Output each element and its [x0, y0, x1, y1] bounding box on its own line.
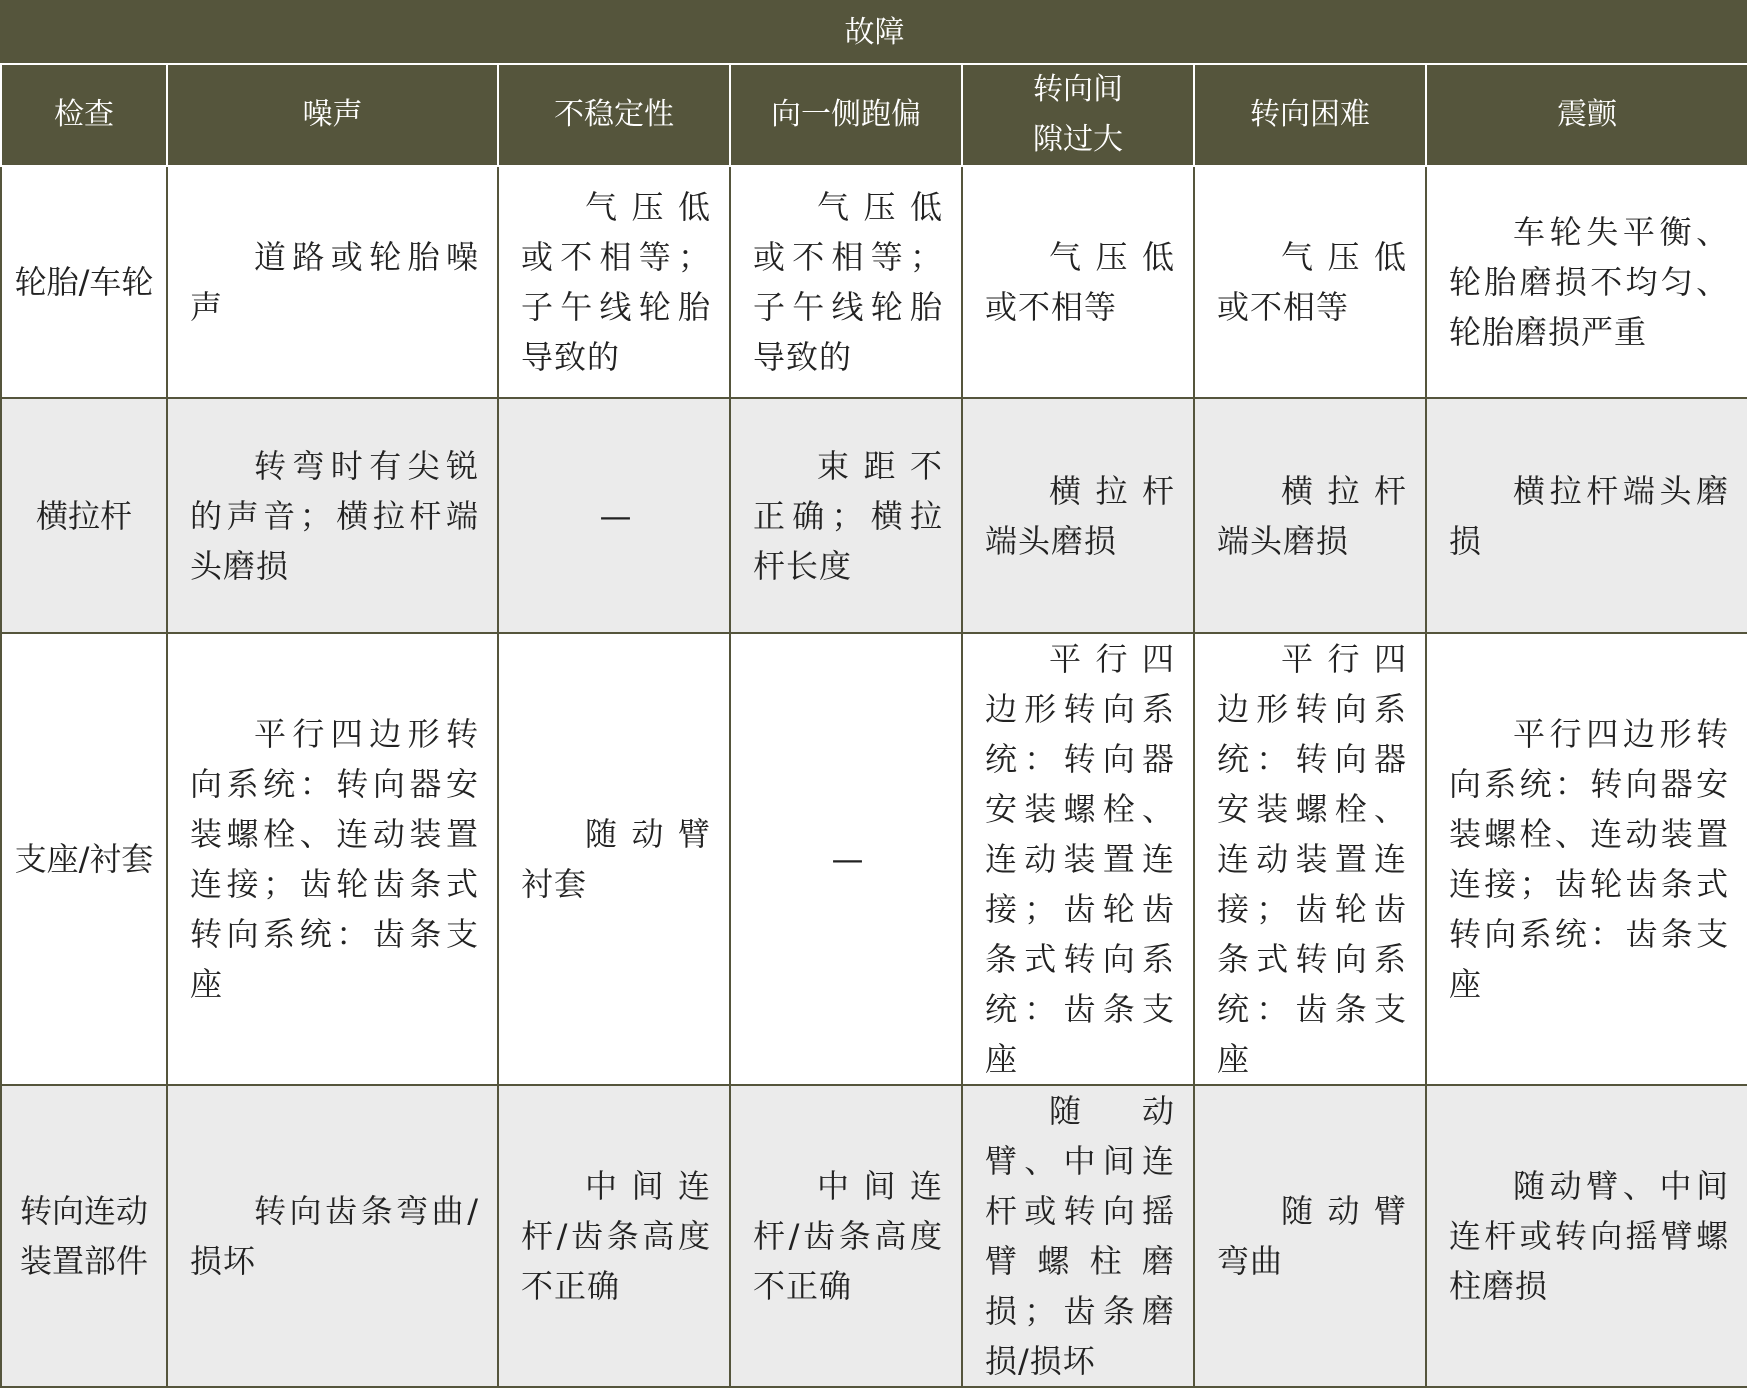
cell-excessive-play: 横拉杆端头磨损 [962, 398, 1194, 633]
col-header-noise: 噪声 [167, 64, 498, 166]
cell-inspect: 转向连动装置部件 [1, 1085, 167, 1387]
cell-hard-steering: 横拉杆端头磨损 [1194, 398, 1426, 633]
cell-shimmy: 随动臂、中间连杆或转向摇臂螺柱磨损 [1426, 1085, 1747, 1387]
group-header-row [1, 1, 1747, 64]
cell-pull-to-side: — [730, 633, 962, 1085]
table-row [1, 398, 1747, 633]
cell-noise: 平行四边形转向系统：转向器安装螺栓、连动装置连接；齿轮齿条式转向系统：齿条支座 [167, 633, 498, 1085]
col-header-inspect: 检查 [1, 64, 167, 166]
cell-shimmy: 横拉杆端头磨损 [1426, 398, 1747, 633]
cell-pull-to-side: 中间连杆/齿条高度不正确 [730, 1085, 962, 1387]
cell-pull-to-side: 束距不正确；横拉杆长度 [730, 398, 962, 633]
cell-instability: 中间连杆/齿条高度不正确 [498, 1085, 730, 1387]
cell-excessive-play: 气压低或不相等 [962, 166, 1194, 398]
cell-noise: 道路或轮胎噪声 [167, 166, 498, 398]
cell-excessive-play: 平行四边形转向系统：转向器安装螺栓、连动装置连接；齿轮齿条式转向系统：齿条支座 [962, 633, 1194, 1085]
cell-inspect: 横拉杆 [1, 398, 167, 633]
column-header-row [1, 64, 1747, 166]
col-header-excessive-play: 转向间 隙过大 [962, 64, 1194, 166]
cell-inspect: 轮胎/车轮 [1, 166, 167, 398]
col-header-hard-steering: 转向困难 [1194, 64, 1426, 166]
cell-shimmy: 平行四边形转向系统：转向器安装螺栓、连动装置连接；齿轮齿条式转向系统：齿条支座 [1426, 633, 1747, 1085]
group-header-fault: 故障 [1, 1, 1747, 64]
cell-excessive-play: 随动臂、中间连杆或转向摇臂螺柱磨损；齿条磨损/损坏 [962, 1085, 1194, 1387]
table-row [1, 166, 1747, 398]
cell-hard-steering: 随动臂弯曲 [1194, 1085, 1426, 1387]
cell-instability: 随动臂衬套 [498, 633, 730, 1085]
cell-instability: — [498, 398, 730, 633]
table-row [1, 1085, 1747, 1387]
col-header-instability: 不稳定性 [498, 64, 730, 166]
cell-hard-steering: 气压低或不相等 [1194, 166, 1426, 398]
cell-noise: 转向齿条弯曲/损坏 [167, 1085, 498, 1387]
cell-instability: 气压低或不相等；子午线轮胎导致的 [498, 166, 730, 398]
col-header-pull-to-side: 向一侧跑偏 [730, 64, 962, 166]
cell-shimmy: 车轮失平衡、轮胎磨损不均匀、轮胎磨损严重 [1426, 166, 1747, 398]
cell-noise: 转弯时有尖锐的声音；横拉杆端头磨损 [167, 398, 498, 633]
cell-inspect: 支座/衬套 [1, 633, 167, 1085]
cell-hard-steering: 平行四边形转向系统：转向器安装螺栓、连动装置连接；齿轮齿条式转向系统：齿条支座 [1194, 633, 1426, 1085]
table-row [1, 633, 1747, 1085]
cell-pull-to-side: 气压低或不相等；子午线轮胎导致的 [730, 166, 962, 398]
col-header-shimmy: 震颤 [1426, 64, 1747, 166]
